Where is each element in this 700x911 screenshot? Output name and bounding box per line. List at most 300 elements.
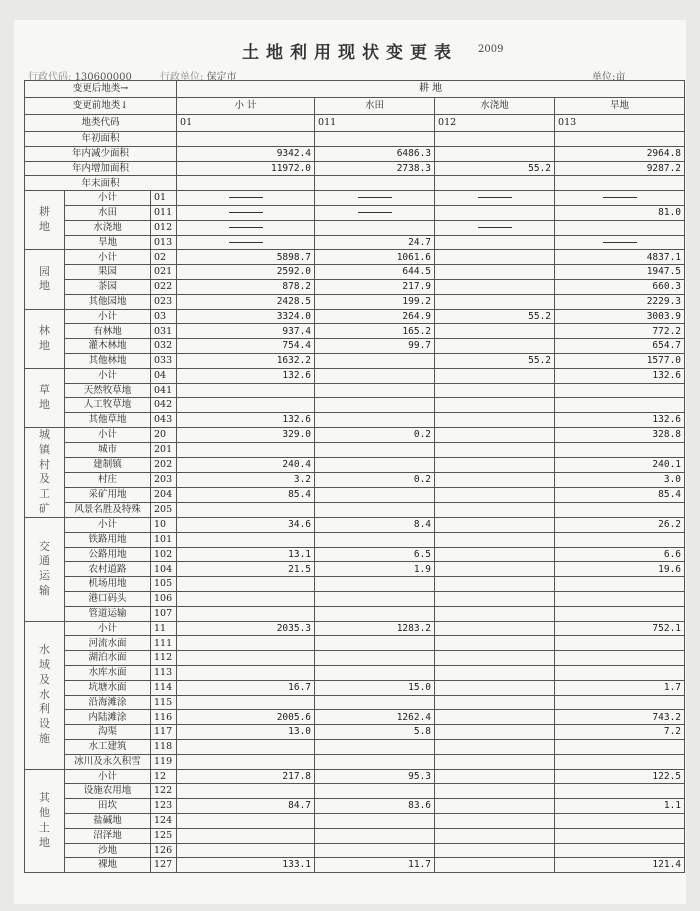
group-label-char: 地: [39, 835, 50, 849]
summary-label: 年初面积: [25, 132, 177, 147]
row-code: 02: [151, 250, 177, 265]
table-row: [25, 368, 685, 383]
row-label: 其他林地: [65, 353, 151, 368]
row-code: 022: [151, 279, 177, 294]
value-cell: [435, 547, 555, 562]
value-cell: [435, 191, 555, 206]
group-label-char: 交: [39, 539, 50, 553]
summary-row: [25, 161, 685, 176]
value-cell: 2964.8: [555, 146, 685, 161]
value-cell: [435, 518, 555, 533]
value-cell: [177, 636, 315, 651]
row-code: 20: [151, 427, 177, 442]
dash-mark: [229, 197, 263, 198]
row-code: 111: [151, 636, 177, 651]
admin-code-label: 行政代码:: [28, 72, 72, 83]
value-cell: 5.8: [315, 725, 435, 740]
row-code: 012: [151, 220, 177, 235]
value-cell: 1262.4: [315, 710, 435, 725]
value-cell: [177, 606, 315, 621]
row-code: 123: [151, 799, 177, 814]
value-cell: 328.8: [555, 427, 685, 442]
row-label: 建制镇: [65, 457, 151, 472]
table-row: [25, 309, 685, 324]
table-row: [25, 220, 685, 235]
value-cell: [177, 398, 315, 413]
value-cell: 7.2: [555, 725, 685, 740]
table-row: [25, 562, 685, 577]
table-row: [25, 665, 685, 680]
value-cell: [315, 784, 435, 799]
value-cell: [315, 353, 435, 368]
value-cell: 6486.3: [315, 146, 435, 161]
value-cell: [435, 279, 555, 294]
value-cell: [177, 843, 315, 858]
table-row: [25, 191, 685, 206]
value-cell: [555, 695, 685, 710]
value-cell: [315, 828, 435, 843]
row-label: 风景名胜及特殊: [65, 502, 151, 517]
value-cell: [435, 250, 555, 265]
row-label: 采矿用地: [65, 487, 151, 502]
value-cell: 754.4: [177, 339, 315, 354]
value-cell: [555, 383, 685, 398]
table-row: [25, 739, 685, 754]
value-cell: 6.5: [315, 547, 435, 562]
table-row: [25, 532, 685, 547]
value-cell: [177, 191, 315, 206]
value-cell: 2035.3: [177, 621, 315, 636]
value-cell: [435, 651, 555, 666]
value-cell: [435, 636, 555, 651]
value-cell: [177, 383, 315, 398]
value-cell: 752.1: [555, 621, 685, 636]
row-code: 204: [151, 487, 177, 502]
group-label-char: 村: [39, 457, 50, 471]
group-label-char: 施: [39, 732, 50, 746]
value-cell: [177, 695, 315, 710]
value-cell: 3.2: [177, 472, 315, 487]
value-cell: [315, 739, 435, 754]
table-row: [25, 591, 685, 606]
row-label: 水田: [65, 205, 151, 220]
row-code: 042: [151, 398, 177, 413]
code-label: 地类代码: [25, 115, 177, 132]
value-cell: 1.7: [555, 680, 685, 695]
table-row: [25, 427, 685, 442]
value-cell: 85.4: [177, 487, 315, 502]
summary-label: 年末面积: [25, 176, 177, 191]
value-cell: 55.2: [435, 353, 555, 368]
group-label-char: 矿: [39, 502, 50, 516]
value-cell: 55.2: [435, 309, 555, 324]
value-cell: [177, 502, 315, 517]
value-cell: 329.0: [177, 427, 315, 442]
row-code: 107: [151, 606, 177, 621]
value-cell: [435, 413, 555, 428]
value-cell: 264.9: [315, 309, 435, 324]
group-label-char: 其: [39, 791, 50, 805]
table-row: [25, 725, 685, 740]
row-code: 013: [151, 235, 177, 250]
summary-row: [25, 132, 685, 147]
value-cell: [435, 828, 555, 843]
value-cell: 15.0: [315, 680, 435, 695]
value-cell: 240.1: [555, 457, 685, 472]
value-cell: 1.9: [315, 562, 435, 577]
group-label-char: 设: [39, 717, 50, 731]
value-cell: [315, 591, 435, 606]
value-cell: [555, 651, 685, 666]
row-code: 03: [151, 309, 177, 324]
table-row: [25, 279, 685, 294]
value-cell: [177, 784, 315, 799]
value-cell: [435, 176, 555, 191]
row-code: 10: [151, 518, 177, 533]
value-cell: [555, 754, 685, 769]
row-label: 农村道路: [65, 562, 151, 577]
page-title: 土地利用现状变更表: [242, 43, 458, 63]
group-label: [25, 621, 65, 769]
row-label: 管道运输: [65, 606, 151, 621]
row-code: 104: [151, 562, 177, 577]
value-cell: 132.6: [177, 413, 315, 428]
group-label: [25, 309, 65, 368]
group-label-char: 及: [39, 472, 50, 486]
value-cell: [555, 828, 685, 843]
table-row: [25, 413, 685, 428]
value-cell: [435, 591, 555, 606]
row-code: 127: [151, 858, 177, 873]
value-cell: [177, 205, 315, 220]
row-label: 水浇地: [65, 220, 151, 235]
value-cell: 8.4: [315, 518, 435, 533]
column-code: 011: [315, 115, 435, 132]
value-cell: [435, 324, 555, 339]
group-label-char: 城: [39, 427, 50, 441]
value-cell: 34.6: [177, 518, 315, 533]
row-label: 公路用地: [65, 547, 151, 562]
value-cell: [435, 205, 555, 220]
value-cell: 2005.6: [177, 710, 315, 725]
row-label: 田坎: [65, 799, 151, 814]
value-cell: [315, 502, 435, 517]
main-category-cultivated: 耕 地: [177, 81, 685, 98]
dash-mark: [229, 242, 263, 243]
value-cell: [177, 532, 315, 547]
row-label: 港口码头: [65, 591, 151, 606]
row-code: 105: [151, 577, 177, 592]
value-cell: [435, 457, 555, 472]
dash-mark: [603, 242, 637, 243]
group-label-char: 耕: [39, 205, 50, 219]
table-row: [25, 502, 685, 517]
group-label: [25, 191, 65, 250]
value-cell: 217.9: [315, 279, 435, 294]
value-cell: [435, 265, 555, 280]
value-cell: [435, 784, 555, 799]
value-cell: 19.6: [555, 562, 685, 577]
summary-row: [25, 176, 685, 191]
value-cell: [555, 176, 685, 191]
row-code: 119: [151, 754, 177, 769]
table-row: [25, 577, 685, 592]
header-row-codes: [25, 115, 685, 132]
value-cell: 217.8: [177, 769, 315, 784]
group-label: [25, 250, 65, 309]
value-cell: [315, 398, 435, 413]
value-cell: [315, 532, 435, 547]
value-cell: 132.6: [177, 368, 315, 383]
value-cell: [435, 606, 555, 621]
value-cell: 660.3: [555, 279, 685, 294]
value-cell: 937.4: [177, 324, 315, 339]
group-label-char: 镇: [39, 442, 50, 456]
value-cell: [555, 577, 685, 592]
value-cell: [315, 442, 435, 457]
value-cell: 24.7: [315, 235, 435, 250]
value-cell: 85.4: [555, 487, 685, 502]
row-label: 旱地: [65, 235, 151, 250]
value-cell: 81.0: [555, 205, 685, 220]
value-cell: 122.5: [555, 769, 685, 784]
value-cell: [555, 132, 685, 147]
table-row: [25, 858, 685, 873]
group-label-char: 他: [39, 805, 50, 819]
row-label: 小计: [65, 368, 151, 383]
table-row: [25, 813, 685, 828]
table-row: [25, 799, 685, 814]
table-row: [25, 383, 685, 398]
table-row: [25, 265, 685, 280]
value-cell: [177, 577, 315, 592]
after-category-label: 变更后地类→: [25, 81, 177, 98]
row-code: 205: [151, 502, 177, 517]
value-cell: [315, 577, 435, 592]
value-cell: [315, 457, 435, 472]
value-cell: [435, 398, 555, 413]
value-cell: [315, 413, 435, 428]
table-row: [25, 754, 685, 769]
value-cell: [315, 383, 435, 398]
row-label: 裸地: [65, 858, 151, 873]
value-cell: 26.2: [555, 518, 685, 533]
table-row: [25, 680, 685, 695]
value-cell: [177, 651, 315, 666]
group-label-char: 地: [39, 338, 50, 352]
row-label: 设施农用地: [65, 784, 151, 799]
group-label: [25, 769, 65, 873]
value-cell: [315, 636, 435, 651]
table-row: [25, 695, 685, 710]
value-cell: 121.4: [555, 858, 685, 873]
value-cell: 743.2: [555, 710, 685, 725]
value-cell: [177, 739, 315, 754]
value-cell: [177, 828, 315, 843]
table-row: [25, 205, 685, 220]
value-cell: [435, 710, 555, 725]
row-label: 沿海滩涂: [65, 695, 151, 710]
value-cell: 165.2: [315, 324, 435, 339]
value-cell: 132.6: [555, 413, 685, 428]
column-name: 小 计: [177, 98, 315, 115]
row-label: 小计: [65, 427, 151, 442]
group-label: [25, 368, 65, 427]
admin-unit-value: 保定市: [206, 72, 237, 83]
column-code: 01: [177, 115, 315, 132]
row-code: 023: [151, 294, 177, 309]
group-label-char: 输: [39, 584, 50, 598]
row-code: 115: [151, 695, 177, 710]
value-cell: [315, 191, 435, 206]
value-cell: [555, 235, 685, 250]
value-cell: [435, 695, 555, 710]
row-label: 天然牧草地: [65, 383, 151, 398]
value-cell: 3324.0: [177, 309, 315, 324]
table-row: [25, 324, 685, 339]
row-label: 小计: [65, 309, 151, 324]
row-label: 其他园地: [65, 294, 151, 309]
value-cell: [177, 754, 315, 769]
table-row: [25, 769, 685, 784]
row-label: 果园: [65, 265, 151, 280]
column-name: 旱地: [555, 98, 685, 115]
value-cell: 9342.4: [177, 146, 315, 161]
value-cell: [435, 235, 555, 250]
row-code: 116: [151, 710, 177, 725]
value-cell: [435, 769, 555, 784]
row-label: 铁路用地: [65, 532, 151, 547]
row-label: 小计: [65, 191, 151, 206]
row-label: 小计: [65, 250, 151, 265]
row-code: 112: [151, 651, 177, 666]
table-row: [25, 353, 685, 368]
value-cell: [435, 502, 555, 517]
value-cell: [315, 606, 435, 621]
value-cell: [315, 205, 435, 220]
value-cell: [435, 532, 555, 547]
value-cell: 199.2: [315, 294, 435, 309]
row-label: 灌木林地: [65, 339, 151, 354]
value-cell: 878.2: [177, 279, 315, 294]
row-code: 101: [151, 532, 177, 547]
value-cell: [435, 146, 555, 161]
value-cell: [435, 843, 555, 858]
dash-mark: [603, 197, 637, 198]
value-cell: [555, 813, 685, 828]
table-row: [25, 621, 685, 636]
group-label: [25, 427, 65, 517]
value-cell: 2738.3: [315, 161, 435, 176]
group-label-char: 地: [39, 397, 50, 411]
value-cell: [555, 739, 685, 754]
row-code: 032: [151, 339, 177, 354]
value-cell: [555, 442, 685, 457]
row-code: 124: [151, 813, 177, 828]
value-cell: 0.2: [315, 472, 435, 487]
value-cell: [555, 220, 685, 235]
value-cell: 1632.2: [177, 353, 315, 368]
value-cell: [315, 368, 435, 383]
table-row: [25, 487, 685, 502]
value-cell: [435, 739, 555, 754]
land-use-change-table: [24, 80, 685, 873]
group-label: [25, 518, 65, 622]
row-label: 机场用地: [65, 577, 151, 592]
row-label: 盐碱地: [65, 813, 151, 828]
value-cell: 95.3: [315, 769, 435, 784]
row-code: 01: [151, 191, 177, 206]
row-code: 113: [151, 665, 177, 680]
value-cell: [435, 383, 555, 398]
group-label-char: 水: [39, 687, 50, 701]
value-cell: 5898.7: [177, 250, 315, 265]
value-cell: 133.1: [177, 858, 315, 873]
row-code: 102: [151, 547, 177, 562]
row-code: 11: [151, 621, 177, 636]
value-cell: [177, 665, 315, 680]
dash-mark: [358, 212, 392, 213]
value-cell: [315, 220, 435, 235]
table-row: [25, 651, 685, 666]
value-cell: 240.4: [177, 457, 315, 472]
row-code: 021: [151, 265, 177, 280]
row-code: 126: [151, 843, 177, 858]
row-code: 011: [151, 205, 177, 220]
value-cell: [435, 442, 555, 457]
row-label: 沟渠: [65, 725, 151, 740]
group-label-char: 地: [39, 220, 50, 234]
value-cell: [555, 665, 685, 680]
value-cell: [315, 132, 435, 147]
row-code: 12: [151, 769, 177, 784]
header-row-after: [25, 81, 685, 98]
value-cell: 2229.3: [555, 294, 685, 309]
value-cell: [315, 695, 435, 710]
value-cell: [435, 665, 555, 680]
value-cell: 83.6: [315, 799, 435, 814]
value-cell: [435, 562, 555, 577]
value-cell: [315, 487, 435, 502]
value-cell: [435, 132, 555, 147]
value-cell: 644.5: [315, 265, 435, 280]
row-label: 冰川及永久积雪: [65, 754, 151, 769]
summary-label: 年内减少面积: [25, 146, 177, 161]
row-code: 031: [151, 324, 177, 339]
table-row: [25, 843, 685, 858]
value-cell: [435, 621, 555, 636]
row-label: 其他草地: [65, 413, 151, 428]
value-cell: [315, 843, 435, 858]
dash-mark: [478, 197, 512, 198]
table-row: [25, 472, 685, 487]
row-label: 沼泽地: [65, 828, 151, 843]
row-code: 125: [151, 828, 177, 843]
table-row: [25, 457, 685, 472]
admin-code-value: 130600000: [74, 72, 132, 83]
value-cell: [435, 577, 555, 592]
value-cell: 99.7: [315, 339, 435, 354]
value-cell: [177, 442, 315, 457]
row-label: 人工牧草地: [65, 398, 151, 413]
row-code: 04: [151, 368, 177, 383]
row-code: 043: [151, 413, 177, 428]
value-cell: 654.7: [555, 339, 685, 354]
table-row: [25, 606, 685, 621]
value-cell: 3.0: [555, 472, 685, 487]
row-code: 106: [151, 591, 177, 606]
value-cell: [177, 176, 315, 191]
